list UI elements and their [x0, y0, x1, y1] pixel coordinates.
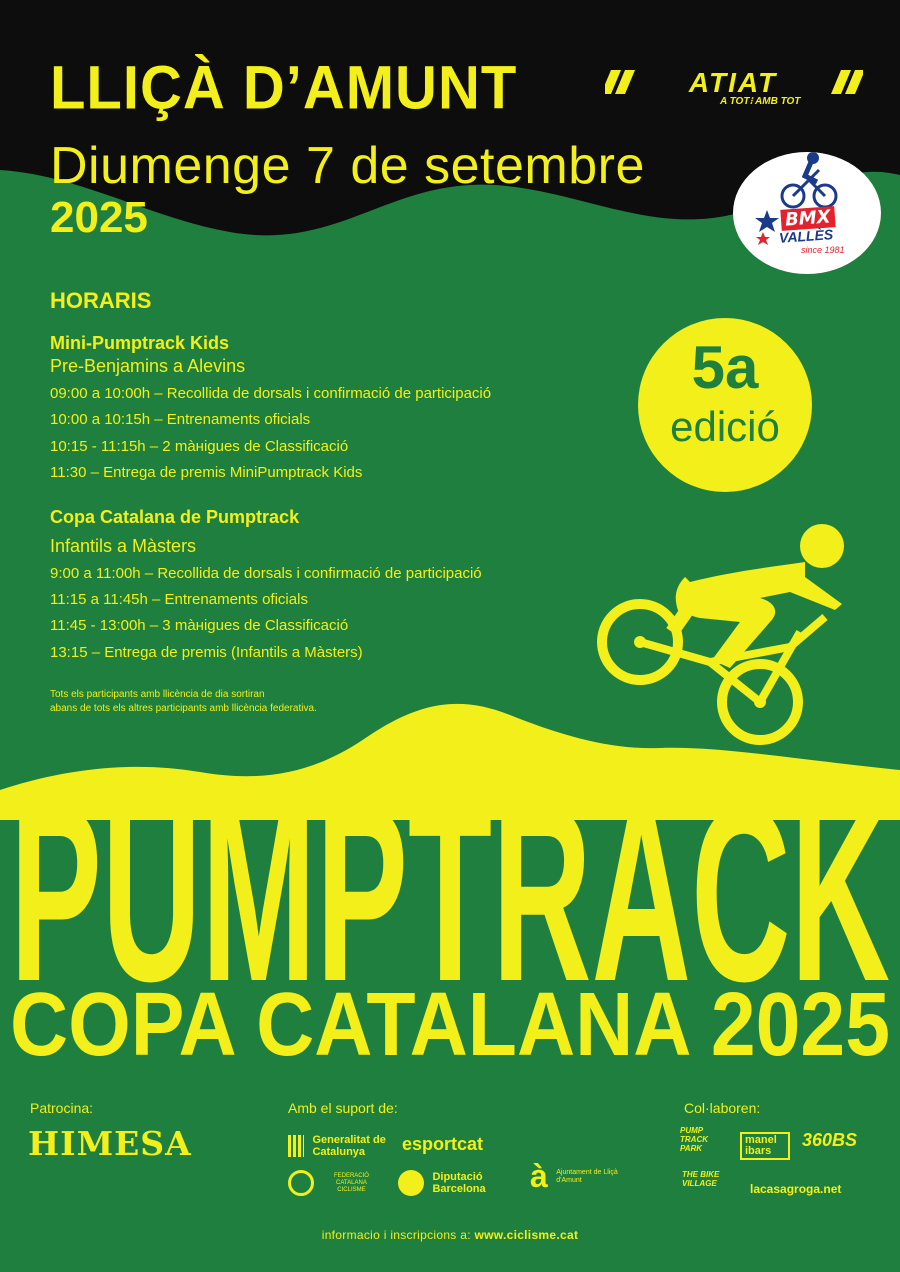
bmx-badge-since: since 1981 [801, 245, 845, 255]
esportcat-logo [402, 1134, 483, 1155]
col-label: Col·laboren: [684, 1100, 761, 1116]
esportcat-text: esportcat [402, 1134, 484, 1154]
diputacio-text: Diputació Barcelona [432, 1171, 486, 1195]
footer-url-link[interactable]: www.ciclisme.cat [474, 1228, 579, 1242]
pumptrack-title-text: PUMPTRACK [10, 754, 890, 990]
schedule-heading: HORARIS [50, 288, 152, 313]
section-title-copa: Copa Catalana de Pumptrack [50, 507, 300, 527]
ajuntament-icon: à [530, 1158, 548, 1194]
schedule-item: 11:30 – Entrega de premis MiniPumptrack Kids [50, 464, 363, 481]
event-year: 2025 [50, 193, 148, 242]
footer-info-text: informacio i inscripcions a: [321, 1228, 475, 1242]
schedule-item: 09:00 a 10:00h – Recollida de dorsals i confirmació de participació [50, 385, 492, 402]
schedule-item: 11:15 a 11:45h – Entrenaments oficials [50, 591, 308, 608]
section-title-kids: Mini-Pumptrack Kids [50, 333, 230, 353]
ajuntament-logo [530, 1158, 618, 1195]
bike-village-logo: THE BIKE VILLAGE [682, 1170, 720, 1188]
edition-badge [638, 318, 812, 492]
bmx-badge-subtitle: VALLÈS [778, 226, 834, 246]
edition-word: edició [670, 403, 780, 450]
section-subtitle-kids: Pre-Benjamins a Alevins [50, 356, 246, 376]
federacio-logo [288, 1170, 380, 1196]
diputacio-icon [398, 1170, 424, 1196]
pumptrack-title [0, 742, 900, 990]
schedule-item: 10:15 - 11:15h – 2 màнigues de Classificació [50, 438, 349, 455]
manel-ibars-logo: manel ibars [740, 1132, 790, 1160]
federacio-text: FEDERACIÓ CATALANA CICLISME [333, 1172, 369, 1193]
schedule-item: 13:15 – Entrega de premis (Infantils a Màsters) [50, 644, 363, 661]
patrocina-label: Patrocina: [30, 1100, 94, 1116]
federacio-icon [288, 1170, 314, 1196]
footer-info [0, 1228, 900, 1242]
copa-catalana-title-text: COPA CATALANA 2025 [10, 975, 890, 1065]
suport-label: Amb el suport de: [288, 1100, 398, 1116]
section-subtitle-copa: Infantils a Màsters [50, 536, 197, 556]
location-title: LLIÇÀ D’AMUNT [50, 53, 518, 123]
bmx-badge-title: BMX [780, 206, 835, 231]
license-note-line: Tots els participants amb llicència de dia sortiran [50, 689, 265, 700]
schedule-item: 11:45 - 13:00h – 3 màнigues de Classificació [50, 617, 349, 634]
event-date: Diumenge 7 de setembre [50, 137, 645, 195]
schedule-item: 9:00 a 11:00h – Recollida de dorsals i confirmació de participació [50, 565, 482, 582]
license-note-line: abans de tots els altres participants amb llicència federativa. [50, 703, 317, 714]
copa-catalana-title [0, 975, 900, 1065]
360bs-logo: 360BS [802, 1130, 858, 1150]
schedule-item: 10:00 a 10:15h – Entrenaments oficials [50, 411, 311, 428]
bmx-valles-badge [733, 152, 881, 274]
generalitat-icon [288, 1135, 304, 1157]
edition-number: 5a [691, 334, 759, 401]
generalitat-logo [288, 1134, 392, 1158]
generalitat-text: Generalitat de Catalunya [312, 1134, 386, 1158]
ajuntament-text: Ajuntament de Lliçà d'Amunt [556, 1168, 618, 1184]
lacasagroga-logo: lacasagroga.net [750, 1182, 842, 1196]
diputacio-logo [398, 1170, 492, 1196]
atiat-logo-text: ATIAT [688, 67, 778, 98]
atiat-tagline: A TOT⁝ AMB TOT [720, 96, 801, 107]
himesa-logo: HIMESA [28, 1124, 192, 1163]
pumptrack-park-logo: PUMP TRACK PARK [680, 1126, 708, 1153]
